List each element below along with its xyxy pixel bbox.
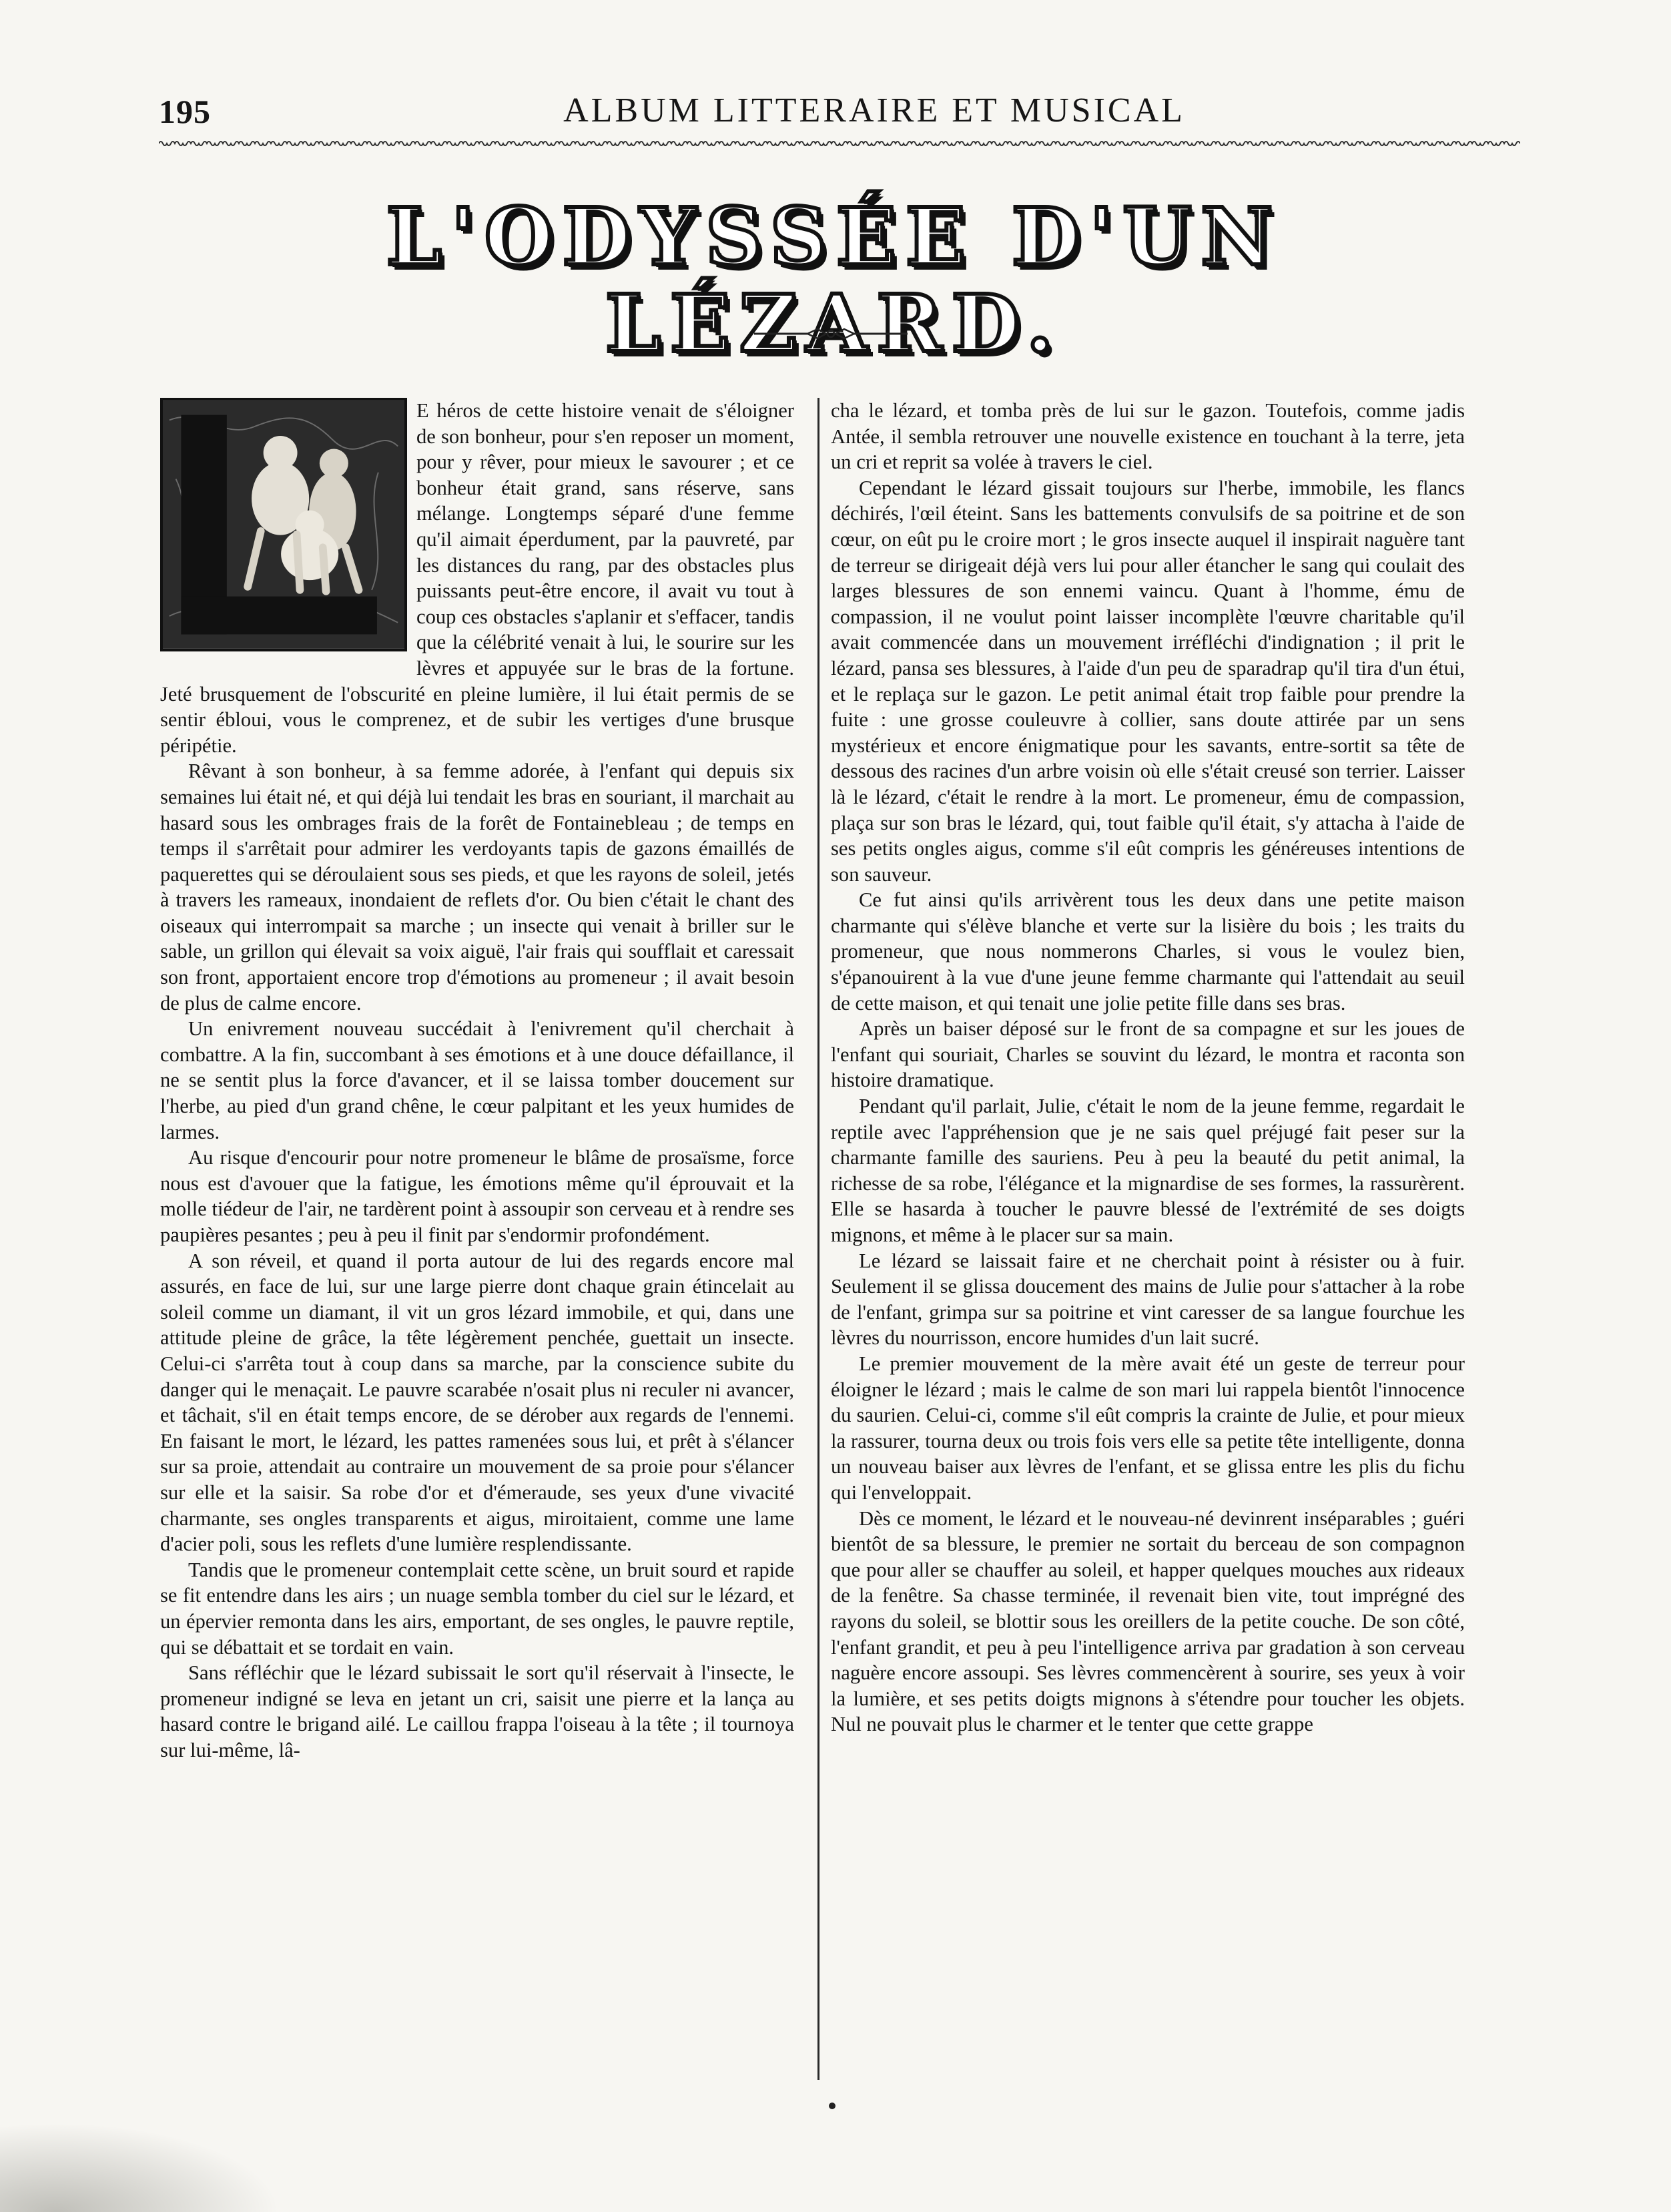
paragraph: Après un baiser déposé sur le front de sa compagne et sur les joues de l'enfant qui souriait, Charles se souvint du lézard, le montra et raconta son histoire dramatique. xyxy=(831,1017,1465,1092)
paragraph: Sans réfléchir que le lézard subissait le sort qu'il réservait à l'insecte, le promeneur indigné se leva en jetant un cri, saisit une pierre et la lança au hasard contre le brigand ailé. Le caillou frappa l'oiseau à la tête ; il tournoya sur lui-même, lâ- xyxy=(160,1661,794,1761)
paragraph: Cependant le lézard gissait toujours sur l'herbe, immobile, les flancs déchirés, l'œil éteint. Sans les battements convulsifs de sa poitrine et de son cœur, on eût pu le croire mort ; le gros insecte auquel il inspirait naguère tant de terreur se dirigeait déjà vers lui pour aller étancher le sang qui coulait des larges blessures de son ennemi vaincu. Quant à l'homme, ému de compassion, il ne voulut point laisser incomplète l'œuvre charitable qu'il avait commencée dans un mouvement irréfléchi d'indignation ; il prit le lézard, pansa ses blessures, à l'aide d'un peu de sparadrap qu'il tira d'un étui, et le replaça sur le gazon. Le petit animal était trop faible pour prendre la fuite : une grosse couleuvre à collier, sans doute attirée par un sens mystérieux et encore énigmatique pour les savants, entre-sortit sa tête de dessous des racines d'un arbre voisin où elle s'était creusé son terrier. Laisser là le lézard, c'était le rendre à la mort. Le promeneur, ému de compassion, plaça sur son bras le lézard, qui, tout faible qu'il était, s'y attacha à l'aide de ses petits ongles aigus, comme s'il eût compris les généreuses intentions de son sauveur. xyxy=(831,476,1465,886)
running-header: ALBUM LITTERAIRE ET MUSICAL xyxy=(563,91,1185,129)
paragraph: Pendant qu'il parlait, Julie, c'était le nom de la jeune femme, regardait le reptile avec l'appréhension que je ne sais quel préjugé fait peser sur la charmante famille des sauriens. Peu à peu la beauté du petit animal, la richesse de sa robe, l'élégance et la mignardise de ses formes, la rassurèrent. Elle se hasarda à toucher le pauvre blessé de l'extrémité de ses doigts mignons, et même à le placer sur sa main. xyxy=(831,1095,1465,1246)
paragraph: Ce fut ainsi qu'ils arrivèrent tous les deux dans une petite maison charmante qui s'élève blanche et verte sur la lisière du bois ; les traits du promeneur, que nous nommerons Charles, si vous le voulez bien, s'épanouirent à la vue d'une jeune femme charmante qui l'attendait au seuil de cette maison, et qui tenait une jolie petite fille dans ses bras. xyxy=(831,888,1465,1015)
header-wavy-rule xyxy=(159,139,1520,148)
paragraph: A son réveil, et quand il porta autour de lui des regards encore mal assurés, en face de lui, sur une large pierre dont chaque grain étincelait au soleil comme un diamant, il vit un gros lézard immobile, et qui, dans une attitude pleine de grâce, la tête légèrement penchée, guettait un insecte. Celui-ci s'arrêta tout à coup dans sa marche, par la conscience subite du danger qui le menaçait. Le pauvre scarabée n'osait plus ni reculer ni avancer, et tâchait, s'il en était temps encore, de se dérober aux regards de l'ennemi. En faisant le mort, le lézard, les pattes ramenées sous lui, et prêt à s'élancer sur sa proie, attendait au contraire un mouvement de sa proie pour s'élancer sur elle et la saisir. Sa robe d'or et d'émeraude, ses yeux d'une vivacité charmante, ses ongles transparents et aigus, miroitaient, comme une lame d'acier poli, sous les reflets d'une lumière resplendissante. xyxy=(160,1249,794,1556)
bottom-ornament-dot xyxy=(829,2103,836,2109)
article-title: L'ODYSSÉE D'UN LÉZARD. xyxy=(386,190,1283,370)
page-number: 195 xyxy=(159,93,211,130)
column-divider xyxy=(817,398,819,2080)
paragraph: Au risque d'encourir pour notre promeneur le blâme de prosaïsme, force nous est d'avouer que la fatigue, les émotions même qu'il éprouvait et la molle tiédeur de l'air, ne tardèrent point à assoupir son cerveau et à rendre ses paupières pesantes ; peu à peu il finit par s'endormir profondément. xyxy=(160,1146,794,1246)
title-ornament xyxy=(754,324,908,344)
paragraph: Dès ce moment, le lézard et le nouveau-né devinrent inséparables ; guéri bientôt de sa blessure, le premier ne sortait du berceau de son compagnon que pour aller se chauffer au soleil, et happer quelques mouches aux rideaux de la fenêtre. Sa chasse terminée, il revenait bien vite, tout imprégné des rayons du soleil, se blottir sous les oreillers de la petite couche. De son côté, l'enfant grandit, et peu à peu l'intelligence arriva par gradation à son cerveau naguère encore assoupi. Ses lèvres commencèrent à sourire, ses yeux à voir la lumière, et ses petits doigts mignons à s'étendre pour toucher les objets. Nul ne pouvait plus le charmer et le tenter que cette grappe xyxy=(831,1506,1465,1736)
right-column xyxy=(831,398,1465,1737)
paragraph: cha le lézard, et tomba près de lui sur le gazon. Toutefois, comme jadis Antée, il sembla retrouver une nouvelle existence en touchant à la terre, jeta un cri et reprit sa volée à travers le ciel. xyxy=(831,399,1465,474)
paper-stain xyxy=(0,2123,280,2212)
left-column xyxy=(160,398,794,1763)
paragraph: Le premier mouvement de la mère avait été un geste de terreur pour éloigner le lézard ; mais le calme de son mari lui rappela bientôt l'innocence du saurien. Celui-ci, comme s'il eût compris la crainte de Julie, et pour mieux la rassurer, tourna deux ou trois fois vers elle sa petite tête intelligente, donna un nouveau baiser aux lèvres de l'enfant, et se glissa entre les plis du fichu qui l'enveloppait. xyxy=(831,1352,1465,1504)
drop-cap-letter-icon xyxy=(163,400,404,649)
paragraph: Un enivrement nouveau succédait à l'enivrement qu'il cherchait à combattre. A la fin, succombant à ses émotions et à une douce défaillance, il ne se sentit plus la force d'avancer, et il se laissa tomber doucement sur l'herbe, au pied d'un grand chêne, le cœur palpitant et les yeux humides de larmes. xyxy=(160,1017,794,1143)
paragraph: Rêvant à son bonheur, à sa femme adorée, à l'enfant qui depuis six semaines lui était né, et qui déjà lui tendait les bras en souriant, il marchait au hasard sous les ombrages frais de la forêt de Fontainebleau ; de temps en temps il s'arrêtait pour admirer les verdoyants tapis de gazons émaillés de paquerettes qui se déroulaient sous ses pieds, et que les rayons de soleil, jetés à travers les rameaux, inondaient de reflets d'or. Ou bien c'était le chant des oiseaux qui interrompait sa marche ; un insecte qui venait à briller sur le sable, un grillon qui élevait sa voix aiguë, l'air frais qui soufflait et caressait son front, apportaient encore trop d'émotions au promeneur ; il avait besoin de plus de calme encore. xyxy=(160,760,794,1015)
drop-cap-illustration xyxy=(160,398,407,651)
paragraph: Tandis que le promeneur contemplait cette scène, un bruit sourd et rapide se fit entendre dans les airs ; un nuage sembla tomber du ciel sur le lézard, et un épervier remonta dans les airs, emportant, de ses ongles, le pauvre reptile, qui se débattait et se tordait en vain. xyxy=(160,1558,794,1659)
paragraph: E héros de cette histoire venait de s'éloigner de son bonheur, pour s'en reposer un moment, pour y rêver, pour mieux le savourer ; et ce bonheur était grand, sans réserve, sans mélange. Longtemps séparé d'une femme qu'il aimait éperdument, par la pauvreté, par les distances du rang, par des obstacles plus puissants peut-être encore, il avait vu tout à coup ces obstacles s'aplanir et s'effacer, tandis que la célébrité venait à lui, le sourire sur les lèvres et appuyée sur le bras de la fortune. Jeté brusquement de l'obscurité en pleine lumière, il lui était permis de se sentir ébloui, vous le comprenez, et de subir les vertiges d'une brusque péripétie. xyxy=(160,399,794,757)
paragraph: Le lézard se laissait faire et ne cherchait point à résister ou à fuir. Seulement il se glissa doucement des mains de Julie pour s'attacher à la robe de l'enfant, grimpa sur sa poitrine et vint caresser de sa langue fourchue les lèvres du nourrisson, encore humides d'un lait sucré. xyxy=(831,1249,1465,1350)
